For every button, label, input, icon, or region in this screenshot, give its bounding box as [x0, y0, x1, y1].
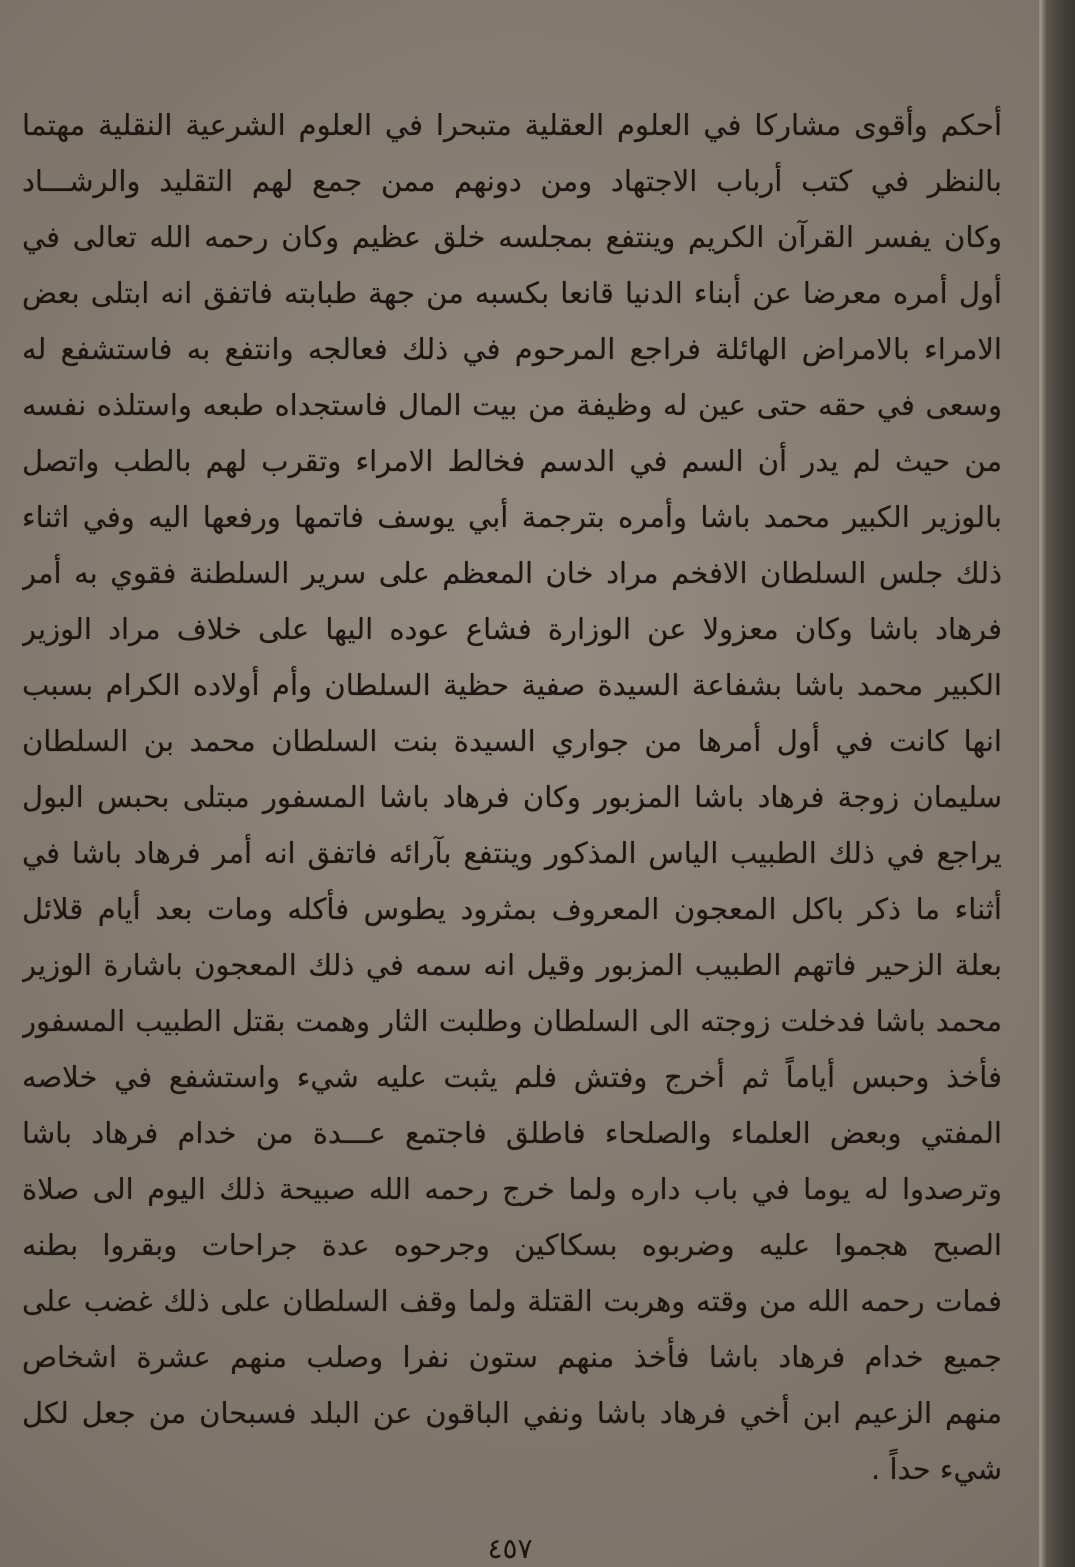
text-line: جميع خدام فرهاد باشا فأخذ منهم ستون نفرا وصلب منهم عشرة اشخاص [22, 1340, 1002, 1374]
page-number: ٤٥٧ [487, 1532, 533, 1565]
text-line: ذلك جلس السلطان الافخم مراد خان المعظم على سرير السلطنة فقوي به أمر [22, 556, 1002, 590]
text-line: محمد باشا فدخلت زوجته الى السلطان وطلبت الثار وهمت بقتل الطبيب المسفور [22, 1004, 1002, 1038]
text-line: الكبير محمد باشا بشفاعة السيدة صفية حظية السلطان وأم أولاده الكرام بسبب [22, 668, 1002, 702]
text-line: يراجع في ذلك الطبيب الياس المذكور وينتفع بآرائه فاتفق انه أمر فرهاد باشا في [22, 836, 1002, 870]
body-text [22, 97, 1002, 1497]
text-line: منهم الزعيم ابن أخي فرهاد باشا ونفي الباقون عن البلد فسبحان من جعل لكل [22, 1396, 1002, 1430]
text-line: أحكم وأقوى مشاركا في العلوم العقلية متبحرا في العلوم الشرعية النقلية مهتما [22, 108, 1002, 142]
text-line: بالنظر في كتب أرباب الاجتهاد ومن دونهم ممن جمع لهم التقليد والرشـــاد [22, 164, 1002, 198]
text-line: أول أمره معرضا عن أبناء الدنيا قانعا بكسبه من جهة طبابته فاتفق انه ابتلى بعض [22, 276, 1002, 310]
text-line: الامراء بالامراض الهائلة فراجع المرحوم في ذلك فعالجه وانتفع به فاستشفع له [22, 332, 1002, 366]
text-line: أثناء ما ذكر باكل المعجون المعروف بمثرود يطوس فأكله ومات بعد أيام قلائل [22, 892, 1002, 926]
text-line: بالوزير الكبير محمد باشا وأمره بترجمة أبي يوسف فاتمها ورفعها اليه وفي اثناء [22, 500, 1002, 534]
text-line: وترصدوا له يوما في باب داره ولما خرج رحمه الله صبيحة ذلك اليوم الى صلاة [22, 1172, 1002, 1206]
text-line: فرهاد باشا وكان معزولا عن الوزارة فشاع عوده اليها على خلاف مراد الوزير [22, 612, 1002, 646]
text-line: انها كانت في أول أمرها من جواري السيدة بنت السلطان محمد بن السلطان [22, 724, 1002, 758]
text-line: بعلة الزحير فاتهم الطبيب المزبور وقيل انه سمه في ذلك المعجون باشارة الوزير [22, 948, 1002, 982]
text-line: المفتي وبعض العلماء والصلحاء فاطلق فاجتمع عـــدة من خدام فرهاد باشا [22, 1116, 1002, 1150]
text-line: وسعى في حقه حتى عين له وظيفة من بيت المال فاستجداه طبعه واستلذه نفسه [22, 388, 1002, 422]
text-line: شيء حداً . [871, 1452, 1002, 1486]
text-line: الصبح هجموا عليه وضربوه بسكاكين وجرحوه عدة جراحات وبقروا بطنه [22, 1228, 1002, 1262]
text-line: سليمان زوجة فرهاد باشا المزبور وكان فرهاد باشا المسفور مبتلى بحبس البول [22, 780, 1002, 814]
text-line: وكان يفسر القرآن الكريم وينتفع بمجلسه خلق عظيم وكان رحمه الله تعالى في [22, 220, 1002, 254]
text-line: من حيث لم يدر أن السم في الدسم فخالط الامراء وتقرب لهم بالطب واتصل [22, 444, 1002, 478]
text-line: فأخذ وحبس أياماً ثم أخرج وفتش فلم يثبت عليه شيء واستشفع في خلاصه [22, 1060, 1002, 1094]
page-edge [1038, 0, 1075, 1567]
text-line: فمات رحمه الله من وقته وهربت القتلة ولما وقف السلطان على ذلك غضب على [22, 1284, 1002, 1318]
